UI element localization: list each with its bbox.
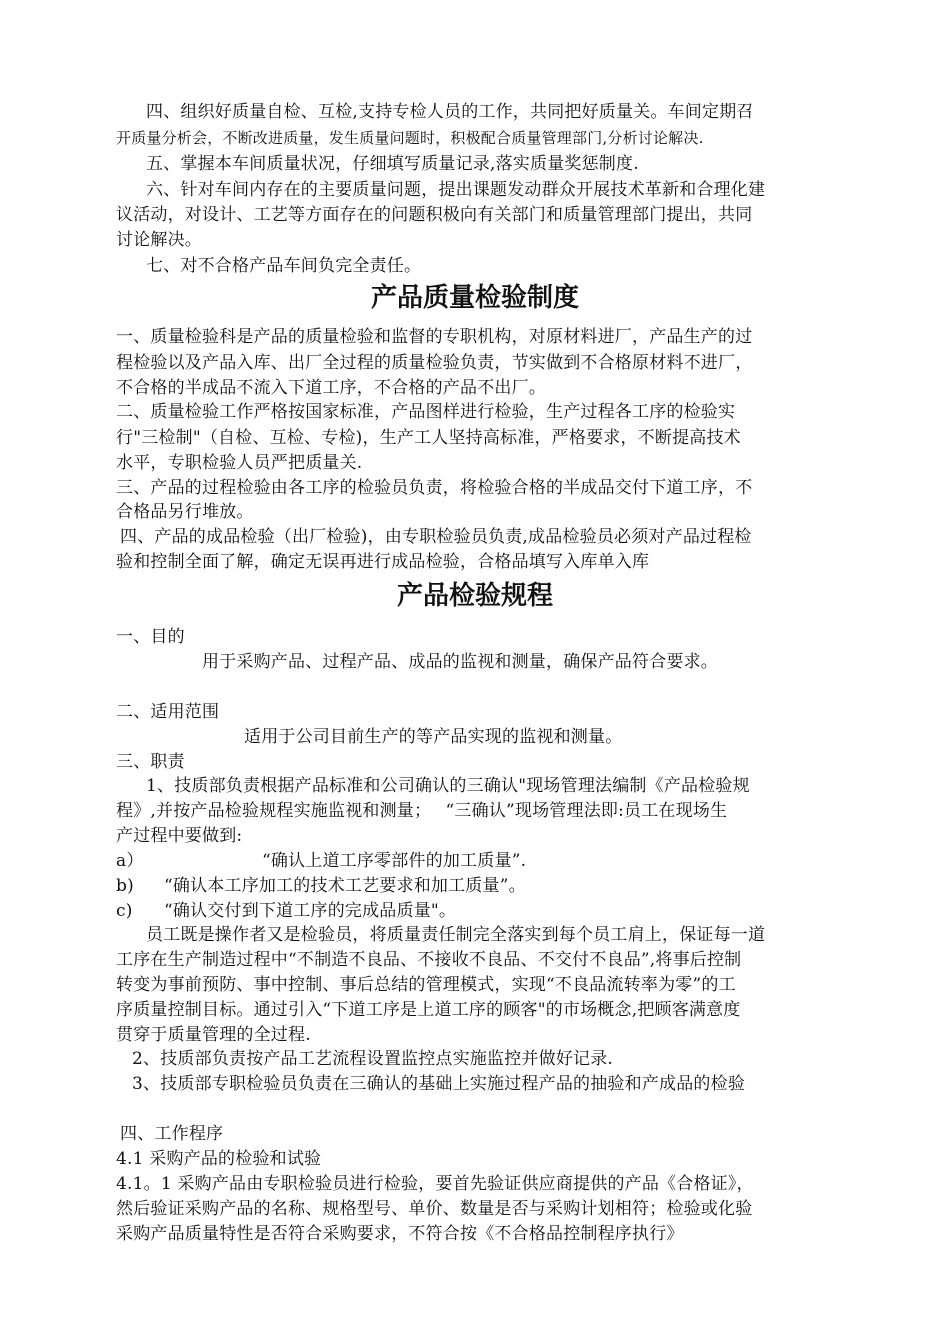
item-1-line-3: 不合格的半成品不流入下道工序，不合格的产品不出厂。 [116,378,546,398]
paragraph-6-line-1: 六、针对车间内存在的主要质量问题，提出课题发动群众开展技术革新和合理化建 [146,180,766,200]
paragraph-6-line-3: 讨论解决。 [116,230,202,250]
subheading-4-1: 4.1 采购产品的检验和试验 [116,1149,322,1169]
scope-text: 适用于公司目前生产的等产品实现的监视和测量。 [244,727,623,747]
list-item-c-text: “确认交付到下道工序的完成品质量"。 [164,901,457,921]
employee-paragraph-line-4: 序质量控制目标。通过引入“下道工序是上道工序的顾客"的市场概念,把顾客满意度 [116,1000,741,1020]
list-item-b-text: “确认本工序加工的技术工艺要求和加工质量”。 [164,876,526,896]
item-2-line-1: 二、质量检验工作严格按国家标准，产品图样进行检验，生产过程各工序的检验实 [116,402,736,422]
responsibility-3: 3、技质部专职检验员负责在三确认的基础上实施过程产品的抽验和产成品的检验 [132,1074,746,1094]
quality-inspection-title: 产品质量检验制度 [370,283,579,313]
employee-paragraph-line-1: 员工既是操作者又是检验员，将质量责任制完全落实到每个员工肩上，保证每一道 [146,925,766,945]
paragraph-4-line-2: 开质量分析会，不断改进质量，发生质量问题时，积极配合质量管理部门,分析讨论解决. [116,129,704,147]
paragraph-4-line-1: 四、组织好质量自检、互检,支持专检人员的工作，共同把好质量关。车间定期召 [146,102,754,122]
responsibility-1-line-3: 产过程中要做到: [116,826,243,846]
heading-responsibility: 三、职责 [116,752,185,772]
item-4-line-2: 验和控制全面了解，确定无误再进行成品检验，合格品填写入库单入库 [116,552,650,572]
employee-paragraph-line-2: 工序在生产制造过程中“不制造不良品、不接收不良品、不交付不良品”,将事后控制 [116,950,742,970]
item-4-line-1: 四、产品的成品检验（出厂检验)，由专职检验员负责,成品检验员必须对产品过程检 [120,527,752,547]
list-item-a-text: “确认上道工序零部件的加工质量”. [262,851,527,871]
employee-paragraph-line-3: 转变为事前预防、事中控制、事后总结的管理模式，实现“不良品流转率为零”的工 [116,975,736,995]
list-item-c-label: c) [116,901,133,921]
paragraph-6-line-2: 议活动，对设计、工艺等方面存在的问题积极向有关部门和质量管理部门提出，共同 [116,205,753,225]
inspection-procedure-title: 产品检验规程 [396,581,553,611]
paragraph-5: 五、掌握本车间质量状况，仔细填写质量记录,落实质量奖惩制度. [146,154,639,174]
item-3-line-1: 三、产品的过程检验由各工序的检验员负责，将检验合格的半成品交付下道工序，不 [116,478,753,498]
item-1-line-2: 程检验以及产品入库、出厂全过程的质量检验负责，节实做到不合格原材料不进厂， [116,353,753,373]
responsibility-1-line-1: 1、技质部负责根据产品标准和公司确认的三确认"现场管理法编制《产品检验规 [146,776,750,796]
paragraph-4-1-1-line-2: 然后验证采购产品的名称、规格型号、单价、数量是否与采购计划相符；检验或化验 [116,1199,753,1219]
item-2-line-3: 水平，专职检验人员严把质量关. [116,453,363,473]
item-2-line-2: 行"三检制"（自检、互检、专检)，生产工人坚持高标准，严格要求，不断提高技术 [116,428,741,448]
purpose-text: 用于采购产品、过程产品、成品的监视和测量，确保产品符合要求。 [202,652,718,672]
paragraph-4-1-1-line-1: 4.1。1 采购产品由专职检验员进行检验，要首先验证供应商提供的产品《合格证》， [116,1174,754,1194]
responsibility-1-line-2: 程》,并按产品检验规程实施监视和测量； “三确认”现场管理法即:员工在现场生 [116,801,728,821]
item-3-line-2: 合格品另行堆放。 [116,502,254,522]
heading-work-procedure: 四、工作程序 [120,1124,224,1144]
heading-scope: 二、适用范围 [116,702,220,722]
paragraph-7: 七、对不合格产品车间负完全责任。 [146,256,422,276]
heading-purpose: 一、目的 [116,627,185,647]
paragraph-4-1-1-line-3: 采购产品质量特性是否符合采购要求，不符合按《不合格品控制程序执行》 [116,1224,684,1244]
list-item-a-label: a） [116,851,144,871]
list-item-b-label: b) [116,876,134,896]
responsibility-2: 2、技质部负责按产品工艺流程设置监控点实施监控并做好记录. [132,1049,614,1069]
employee-paragraph-line-5: 贯穿于质量管理的全过程. [116,1025,311,1045]
item-1-line-1: 一、质量检验科是产品的质量检验和监督的专职机构，对原材料进厂，产品生产的过 [116,327,753,347]
